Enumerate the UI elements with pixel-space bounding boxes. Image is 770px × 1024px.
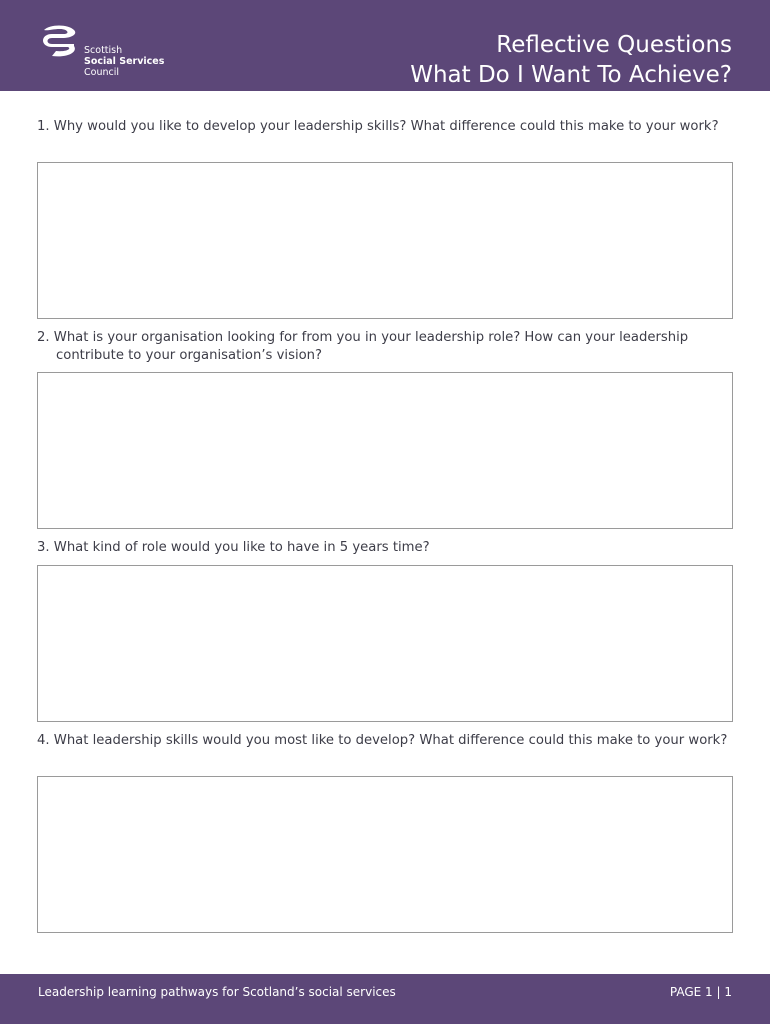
logo-line-3: Council	[84, 67, 119, 78]
answer-field-1[interactable]	[37, 162, 733, 319]
sssc-logo	[38, 24, 178, 84]
question-4: 4. What leadership skills would you most like to develop? What difference could this make to your work?	[37, 733, 728, 748]
answer-field-2[interactable]	[37, 372, 733, 529]
page-header	[0, 0, 770, 91]
page-footer	[0, 974, 770, 1024]
question-1: 1. Why would you like to develop your leadership skills? What difference could this make to your work?	[37, 119, 719, 134]
logo-line-1: Scottish	[84, 45, 123, 56]
footer-tagline: Leadership learning pathways for Scotland’s social services	[38, 985, 396, 999]
answer-field-4[interactable]	[37, 776, 733, 933]
sssc-swirl-logo-icon	[38, 24, 82, 58]
question-3: 3. What kind of role would you like to have in 5 years time?	[37, 540, 430, 555]
answer-field-3[interactable]	[37, 565, 733, 722]
logo-line-2: Social Services	[84, 56, 165, 67]
logo-text	[84, 45, 164, 78]
header-title-block	[410, 30, 732, 90]
page-number: PAGE 1 | 1	[669, 985, 732, 999]
page-title: Reflective Questions	[496, 32, 732, 58]
question-2: 2. What is your organisation looking for from you in your leadership role? How can your leadership contribute to your organisation’s vision?	[37, 330, 689, 363]
page-subtitle: What Do I Want To Achieve?	[410, 62, 732, 88]
